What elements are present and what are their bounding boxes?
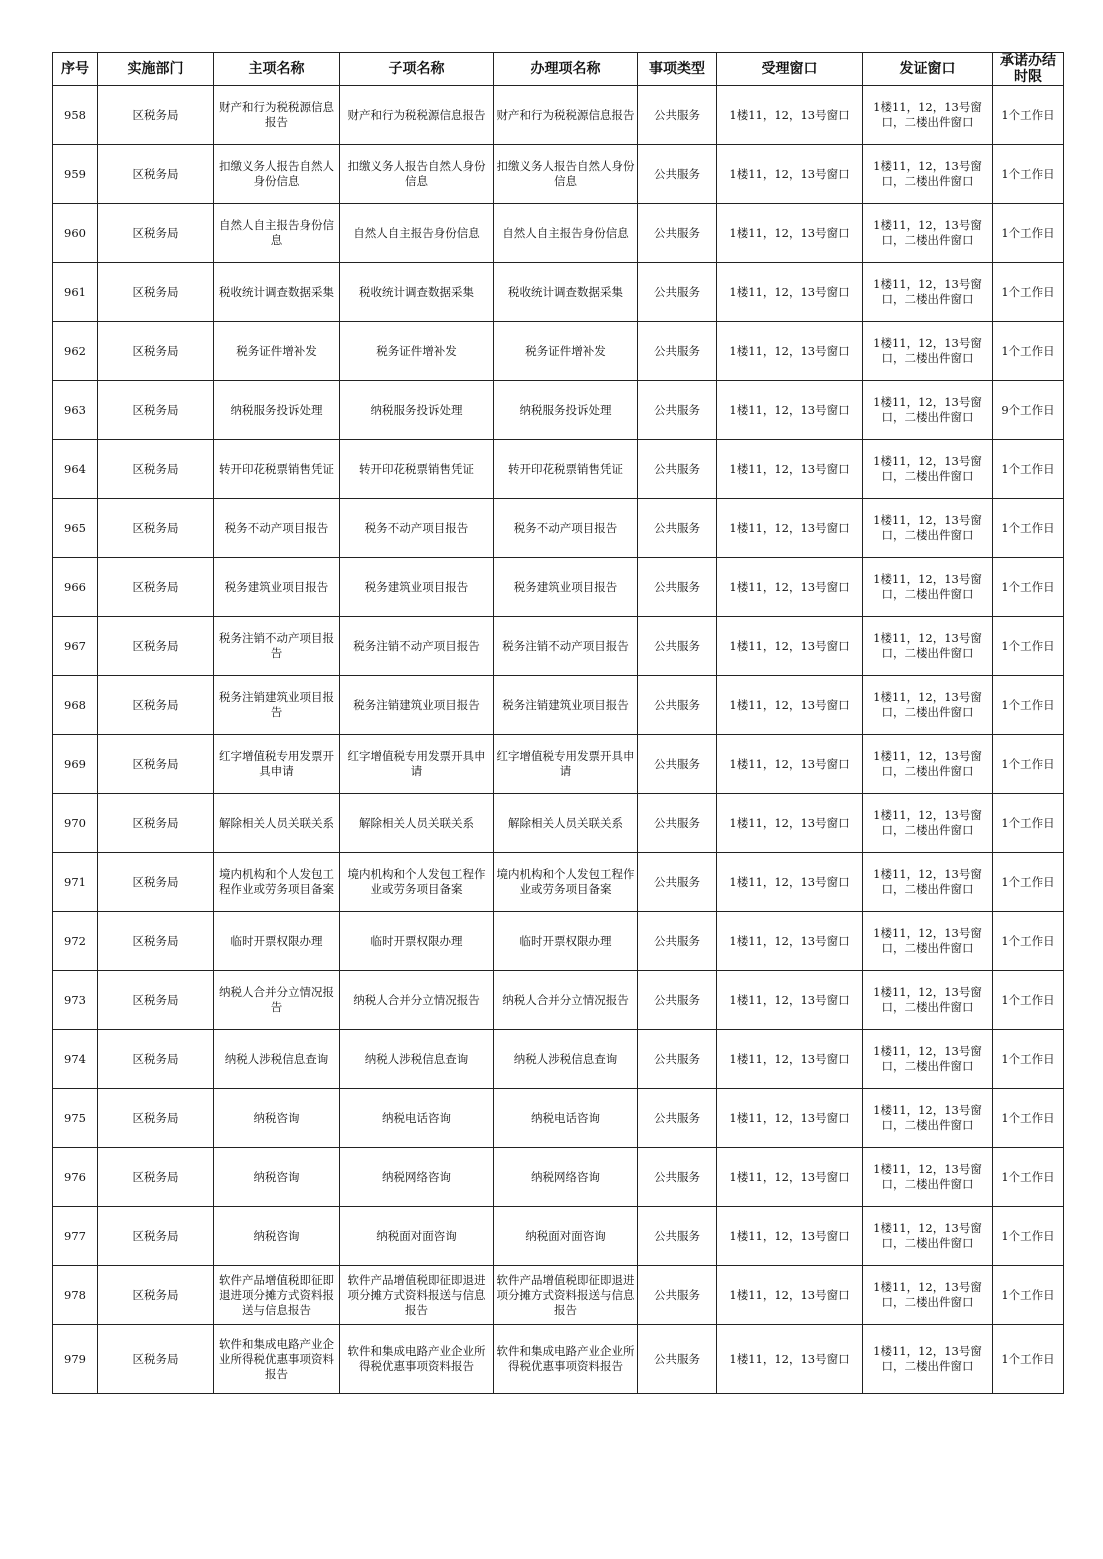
cell-time-limit: 1个工作日 (993, 1030, 1064, 1089)
table-row (53, 1266, 1064, 1325)
cell-time-limit: 1个工作日 (993, 86, 1064, 145)
cell-item-type: 公共服务 (638, 912, 717, 971)
cell-accept-window: 1楼11，12，13号窗口 (717, 381, 863, 440)
cell-accept-window: 1楼11，12，13号窗口 (717, 912, 863, 971)
cell-item-type: 公共服务 (638, 971, 717, 1030)
cell-dept: 区税务局 (98, 558, 214, 617)
cell-time-limit: 1个工作日 (993, 794, 1064, 853)
cell-no: 971 (53, 853, 98, 912)
header-accept-window: 受理窗口 (717, 53, 863, 86)
cell-main-item: 税务不动产项目报告 (214, 499, 340, 558)
cell-main-item: 红字增值税专用发票开具申请 (214, 735, 340, 794)
cell-sub-item: 软件和集成电路产业企业所得税优惠事项资料报告 (340, 1325, 494, 1394)
cell-time-limit: 1个工作日 (993, 1325, 1064, 1394)
cell-issue-window: 1楼11，12，13号窗口，二楼出件窗口 (863, 1266, 993, 1325)
cell-time-limit: 1个工作日 (993, 1148, 1064, 1207)
cell-item-type: 公共服务 (638, 440, 717, 499)
cell-handling-item: 境内机构和个人发包工程作业或劳务项目备案 (494, 853, 638, 912)
cell-no: 960 (53, 204, 98, 263)
cell-sub-item: 纳税服务投诉处理 (340, 381, 494, 440)
cell-item-type: 公共服务 (638, 1030, 717, 1089)
cell-handling-item: 纳税人合并分立情况报告 (494, 971, 638, 1030)
cell-time-limit: 1个工作日 (993, 322, 1064, 381)
cell-main-item: 临时开票权限办理 (214, 912, 340, 971)
cell-sub-item: 税务注销建筑业项目报告 (340, 676, 494, 735)
cell-main-item: 软件产品增值税即征即退进项分摊方式资料报送与信息报告 (214, 1266, 340, 1325)
header-handling-item: 办理项名称 (494, 53, 638, 86)
cell-handling-item: 税务注销建筑业项目报告 (494, 676, 638, 735)
cell-dept: 区税务局 (98, 145, 214, 204)
cell-accept-window: 1楼11，12，13号窗口 (717, 1266, 863, 1325)
cell-sub-item: 税收统计调查数据采集 (340, 263, 494, 322)
cell-accept-window: 1楼11，12，13号窗口 (717, 440, 863, 499)
cell-sub-item: 红字增值税专用发票开具申请 (340, 735, 494, 794)
cell-time-limit: 1个工作日 (993, 617, 1064, 676)
cell-main-item: 纳税人涉税信息查询 (214, 1030, 340, 1089)
table-body (53, 86, 1064, 1394)
cell-no: 976 (53, 1148, 98, 1207)
cell-no: 961 (53, 263, 98, 322)
cell-time-limit: 1个工作日 (993, 440, 1064, 499)
cell-item-type: 公共服务 (638, 263, 717, 322)
cell-handling-item: 财产和行为税税源信息报告 (494, 86, 638, 145)
cell-accept-window: 1楼11，12，13号窗口 (717, 735, 863, 794)
cell-item-type: 公共服务 (638, 794, 717, 853)
cell-main-item: 税务注销建筑业项目报告 (214, 676, 340, 735)
cell-no: 967 (53, 617, 98, 676)
cell-time-limit: 1个工作日 (993, 558, 1064, 617)
cell-no: 963 (53, 381, 98, 440)
table-row (53, 381, 1064, 440)
cell-accept-window: 1楼11，12，13号窗口 (717, 499, 863, 558)
header-item-type: 事项类型 (638, 53, 717, 86)
cell-dept: 区税务局 (98, 1089, 214, 1148)
cell-issue-window: 1楼11，12，13号窗口，二楼出件窗口 (863, 145, 993, 204)
cell-accept-window: 1楼11，12，13号窗口 (717, 1207, 863, 1266)
cell-time-limit: 1个工作日 (993, 145, 1064, 204)
cell-time-limit: 1个工作日 (993, 676, 1064, 735)
cell-accept-window: 1楼11，12，13号窗口 (717, 1325, 863, 1394)
cell-main-item: 自然人自主报告身份信息 (214, 204, 340, 263)
cell-accept-window: 1楼11，12，13号窗口 (717, 617, 863, 676)
cell-sub-item: 自然人自主报告身份信息 (340, 204, 494, 263)
service-items-table (52, 52, 1064, 1394)
header-sub-item: 子项名称 (340, 53, 494, 86)
table-row (53, 853, 1064, 912)
cell-time-limit: 1个工作日 (993, 499, 1064, 558)
cell-accept-window: 1楼11，12，13号窗口 (717, 558, 863, 617)
cell-accept-window: 1楼11，12，13号窗口 (717, 676, 863, 735)
cell-time-limit: 1个工作日 (993, 263, 1064, 322)
cell-dept: 区税务局 (98, 794, 214, 853)
header-no: 序号 (53, 53, 98, 86)
cell-time-limit: 1个工作日 (993, 204, 1064, 263)
cell-dept: 区税务局 (98, 1207, 214, 1266)
cell-main-item: 纳税服务投诉处理 (214, 381, 340, 440)
cell-time-limit: 1个工作日 (993, 971, 1064, 1030)
cell-main-item: 转开印花税票销售凭证 (214, 440, 340, 499)
cell-main-item: 扣缴义务人报告自然人身份信息 (214, 145, 340, 204)
cell-handling-item: 临时开票权限办理 (494, 912, 638, 971)
cell-issue-window: 1楼11，12，13号窗口，二楼出件窗口 (863, 499, 993, 558)
cell-dept: 区税务局 (98, 322, 214, 381)
cell-accept-window: 1楼11，12，13号窗口 (717, 794, 863, 853)
cell-time-limit: 9个工作日 (993, 381, 1064, 440)
cell-main-item: 纳税人合并分立情况报告 (214, 971, 340, 1030)
cell-handling-item: 纳税服务投诉处理 (494, 381, 638, 440)
cell-sub-item: 税务注销不动产项目报告 (340, 617, 494, 676)
cell-main-item: 境内机构和个人发包工程作业或劳务项目备案 (214, 853, 340, 912)
table-row (53, 1207, 1064, 1266)
cell-sub-item: 转开印花税票销售凭证 (340, 440, 494, 499)
cell-dept: 区税务局 (98, 912, 214, 971)
cell-time-limit: 1个工作日 (993, 1266, 1064, 1325)
cell-dept: 区税务局 (98, 440, 214, 499)
cell-dept: 区税务局 (98, 86, 214, 145)
cell-issue-window: 1楼11，12，13号窗口，二楼出件窗口 (863, 676, 993, 735)
cell-no: 974 (53, 1030, 98, 1089)
table-row (53, 204, 1064, 263)
cell-sub-item: 税务不动产项目报告 (340, 499, 494, 558)
cell-handling-item: 税务建筑业项目报告 (494, 558, 638, 617)
table-row (53, 1089, 1064, 1148)
cell-time-limit: 1个工作日 (993, 912, 1064, 971)
cell-no: 958 (53, 86, 98, 145)
cell-dept: 区税务局 (98, 204, 214, 263)
table-row (53, 971, 1064, 1030)
cell-main-item: 税务证件增补发 (214, 322, 340, 381)
cell-dept: 区税务局 (98, 1148, 214, 1207)
cell-issue-window: 1楼11，12，13号窗口，二楼出件窗口 (863, 1089, 993, 1148)
table-row (53, 912, 1064, 971)
cell-main-item: 纳税咨询 (214, 1148, 340, 1207)
cell-handling-item: 转开印花税票销售凭证 (494, 440, 638, 499)
cell-accept-window: 1楼11，12，13号窗口 (717, 1089, 863, 1148)
cell-accept-window: 1楼11，12，13号窗口 (717, 1030, 863, 1089)
cell-item-type: 公共服务 (638, 617, 717, 676)
cell-issue-window: 1楼11，12，13号窗口，二楼出件窗口 (863, 558, 993, 617)
cell-sub-item: 纳税网络咨询 (340, 1148, 494, 1207)
cell-dept: 区税务局 (98, 1030, 214, 1089)
cell-handling-item: 解除相关人员关联关系 (494, 794, 638, 853)
cell-item-type: 公共服务 (638, 1325, 717, 1394)
cell-handling-item: 纳税面对面咨询 (494, 1207, 638, 1266)
cell-dept: 区税务局 (98, 971, 214, 1030)
cell-issue-window: 1楼11，12，13号窗口，二楼出件窗口 (863, 322, 993, 381)
cell-issue-window: 1楼11，12，13号窗口，二楼出件窗口 (863, 381, 993, 440)
cell-no: 978 (53, 1266, 98, 1325)
cell-issue-window: 1楼11，12，13号窗口，二楼出件窗口 (863, 617, 993, 676)
cell-handling-item: 纳税网络咨询 (494, 1148, 638, 1207)
cell-issue-window: 1楼11，12，13号窗口，二楼出件窗口 (863, 794, 993, 853)
cell-sub-item: 软件产品增值税即征即退进项分摊方式资料报送与信息报告 (340, 1266, 494, 1325)
cell-sub-item: 纳税人涉税信息查询 (340, 1030, 494, 1089)
table-row (53, 322, 1064, 381)
cell-item-type: 公共服务 (638, 558, 717, 617)
table-row (53, 440, 1064, 499)
cell-issue-window: 1楼11，12，13号窗口，二楼出件窗口 (863, 263, 993, 322)
cell-issue-window: 1楼11，12，13号窗口，二楼出件窗口 (863, 912, 993, 971)
table-row (53, 499, 1064, 558)
cell-handling-item: 软件产品增值税即征即退进项分摊方式资料报送与信息报告 (494, 1266, 638, 1325)
cell-no: 979 (53, 1325, 98, 1394)
cell-no: 977 (53, 1207, 98, 1266)
cell-no: 965 (53, 499, 98, 558)
cell-accept-window: 1楼11，12，13号窗口 (717, 322, 863, 381)
cell-issue-window: 1楼11，12，13号窗口，二楼出件窗口 (863, 86, 993, 145)
cell-issue-window: 1楼11，12，13号窗口，二楼出件窗口 (863, 440, 993, 499)
table-row (53, 1148, 1064, 1207)
cell-handling-item: 税收统计调查数据采集 (494, 263, 638, 322)
cell-issue-window: 1楼11，12，13号窗口，二楼出件窗口 (863, 204, 993, 263)
cell-accept-window: 1楼11，12，13号窗口 (717, 263, 863, 322)
cell-handling-item: 税务证件增补发 (494, 322, 638, 381)
cell-no: 970 (53, 794, 98, 853)
cell-item-type: 公共服务 (638, 1089, 717, 1148)
cell-dept: 区税务局 (98, 676, 214, 735)
cell-sub-item: 税务建筑业项目报告 (340, 558, 494, 617)
cell-no: 964 (53, 440, 98, 499)
cell-item-type: 公共服务 (638, 204, 717, 263)
cell-handling-item: 软件和集成电路产业企业所得税优惠事项资料报告 (494, 1325, 638, 1394)
cell-item-type: 公共服务 (638, 676, 717, 735)
cell-no: 969 (53, 735, 98, 794)
cell-sub-item: 纳税面对面咨询 (340, 1207, 494, 1266)
cell-dept: 区税务局 (98, 1325, 214, 1394)
cell-handling-item: 扣缴义务人报告自然人身份信息 (494, 145, 638, 204)
cell-handling-item: 税务不动产项目报告 (494, 499, 638, 558)
table-row (53, 1325, 1064, 1394)
cell-no: 966 (53, 558, 98, 617)
cell-issue-window: 1楼11，12，13号窗口，二楼出件窗口 (863, 1148, 993, 1207)
cell-sub-item: 纳税人合并分立情况报告 (340, 971, 494, 1030)
cell-time-limit: 1个工作日 (993, 735, 1064, 794)
cell-main-item: 纳税咨询 (214, 1207, 340, 1266)
cell-handling-item: 纳税人涉税信息查询 (494, 1030, 638, 1089)
cell-issue-window: 1楼11，12，13号窗口，二楼出件窗口 (863, 1030, 993, 1089)
cell-handling-item: 自然人自主报告身份信息 (494, 204, 638, 263)
cell-no: 962 (53, 322, 98, 381)
cell-dept: 区税务局 (98, 499, 214, 558)
cell-item-type: 公共服务 (638, 381, 717, 440)
cell-issue-window: 1楼11，12，13号窗口，二楼出件窗口 (863, 971, 993, 1030)
cell-main-item: 软件和集成电路产业企业所得税优惠事项资料报告 (214, 1325, 340, 1394)
table-row (53, 617, 1064, 676)
table-row (53, 676, 1064, 735)
cell-sub-item: 临时开票权限办理 (340, 912, 494, 971)
cell-dept: 区税务局 (98, 735, 214, 794)
cell-item-type: 公共服务 (638, 86, 717, 145)
table-header-row (53, 53, 1064, 86)
cell-issue-window: 1楼11，12，13号窗口，二楼出件窗口 (863, 1207, 993, 1266)
cell-item-type: 公共服务 (638, 1266, 717, 1325)
cell-issue-window: 1楼11，12，13号窗口，二楼出件窗口 (863, 1325, 993, 1394)
table-row (53, 263, 1064, 322)
cell-dept: 区税务局 (98, 381, 214, 440)
cell-accept-window: 1楼11，12，13号窗口 (717, 145, 863, 204)
table-row (53, 735, 1064, 794)
cell-item-type: 公共服务 (638, 735, 717, 794)
table-row (53, 1030, 1064, 1089)
cell-accept-window: 1楼11，12，13号窗口 (717, 971, 863, 1030)
cell-accept-window: 1楼11，12，13号窗口 (717, 853, 863, 912)
cell-main-item: 税务建筑业项目报告 (214, 558, 340, 617)
cell-dept: 区税务局 (98, 263, 214, 322)
cell-accept-window: 1楼11，12，13号窗口 (717, 86, 863, 145)
cell-issue-window: 1楼11，12，13号窗口，二楼出件窗口 (863, 735, 993, 794)
cell-main-item: 税收统计调查数据采集 (214, 263, 340, 322)
cell-dept: 区税务局 (98, 617, 214, 676)
header-time-limit: 承诺办结时限 (993, 53, 1064, 86)
header-main-item: 主项名称 (214, 53, 340, 86)
cell-sub-item: 财产和行为税税源信息报告 (340, 86, 494, 145)
cell-main-item: 财产和行为税税源信息报告 (214, 86, 340, 145)
cell-dept: 区税务局 (98, 853, 214, 912)
table-row (53, 794, 1064, 853)
cell-time-limit: 1个工作日 (993, 1207, 1064, 1266)
cell-no: 968 (53, 676, 98, 735)
cell-main-item: 税务注销不动产项目报告 (214, 617, 340, 676)
table-row (53, 86, 1064, 145)
cell-no: 973 (53, 971, 98, 1030)
cell-time-limit: 1个工作日 (993, 853, 1064, 912)
cell-time-limit: 1个工作日 (993, 1089, 1064, 1148)
cell-accept-window: 1楼11，12，13号窗口 (717, 1148, 863, 1207)
cell-sub-item: 解除相关人员关联关系 (340, 794, 494, 853)
cell-sub-item: 扣缴义务人报告自然人身份信息 (340, 145, 494, 204)
cell-item-type: 公共服务 (638, 499, 717, 558)
cell-issue-window: 1楼11，12，13号窗口，二楼出件窗口 (863, 853, 993, 912)
header-dept: 实施部门 (98, 53, 214, 86)
cell-no: 975 (53, 1089, 98, 1148)
cell-dept: 区税务局 (98, 1266, 214, 1325)
cell-sub-item: 税务证件增补发 (340, 322, 494, 381)
cell-sub-item: 纳税电话咨询 (340, 1089, 494, 1148)
table-row (53, 558, 1064, 617)
cell-no: 959 (53, 145, 98, 204)
cell-handling-item: 纳税电话咨询 (494, 1089, 638, 1148)
header-issue-window: 发证窗口 (863, 53, 993, 86)
table-row (53, 145, 1064, 204)
cell-main-item: 纳税咨询 (214, 1089, 340, 1148)
cell-item-type: 公共服务 (638, 1207, 717, 1266)
cell-handling-item: 红字增值税专用发票开具申请 (494, 735, 638, 794)
cell-item-type: 公共服务 (638, 322, 717, 381)
cell-item-type: 公共服务 (638, 1148, 717, 1207)
cell-no: 972 (53, 912, 98, 971)
cell-item-type: 公共服务 (638, 145, 717, 204)
cell-main-item: 解除相关人员关联关系 (214, 794, 340, 853)
cell-accept-window: 1楼11，12，13号窗口 (717, 204, 863, 263)
cell-item-type: 公共服务 (638, 853, 717, 912)
cell-sub-item: 境内机构和个人发包工程作业或劳务项目备案 (340, 853, 494, 912)
cell-handling-item: 税务注销不动产项目报告 (494, 617, 638, 676)
